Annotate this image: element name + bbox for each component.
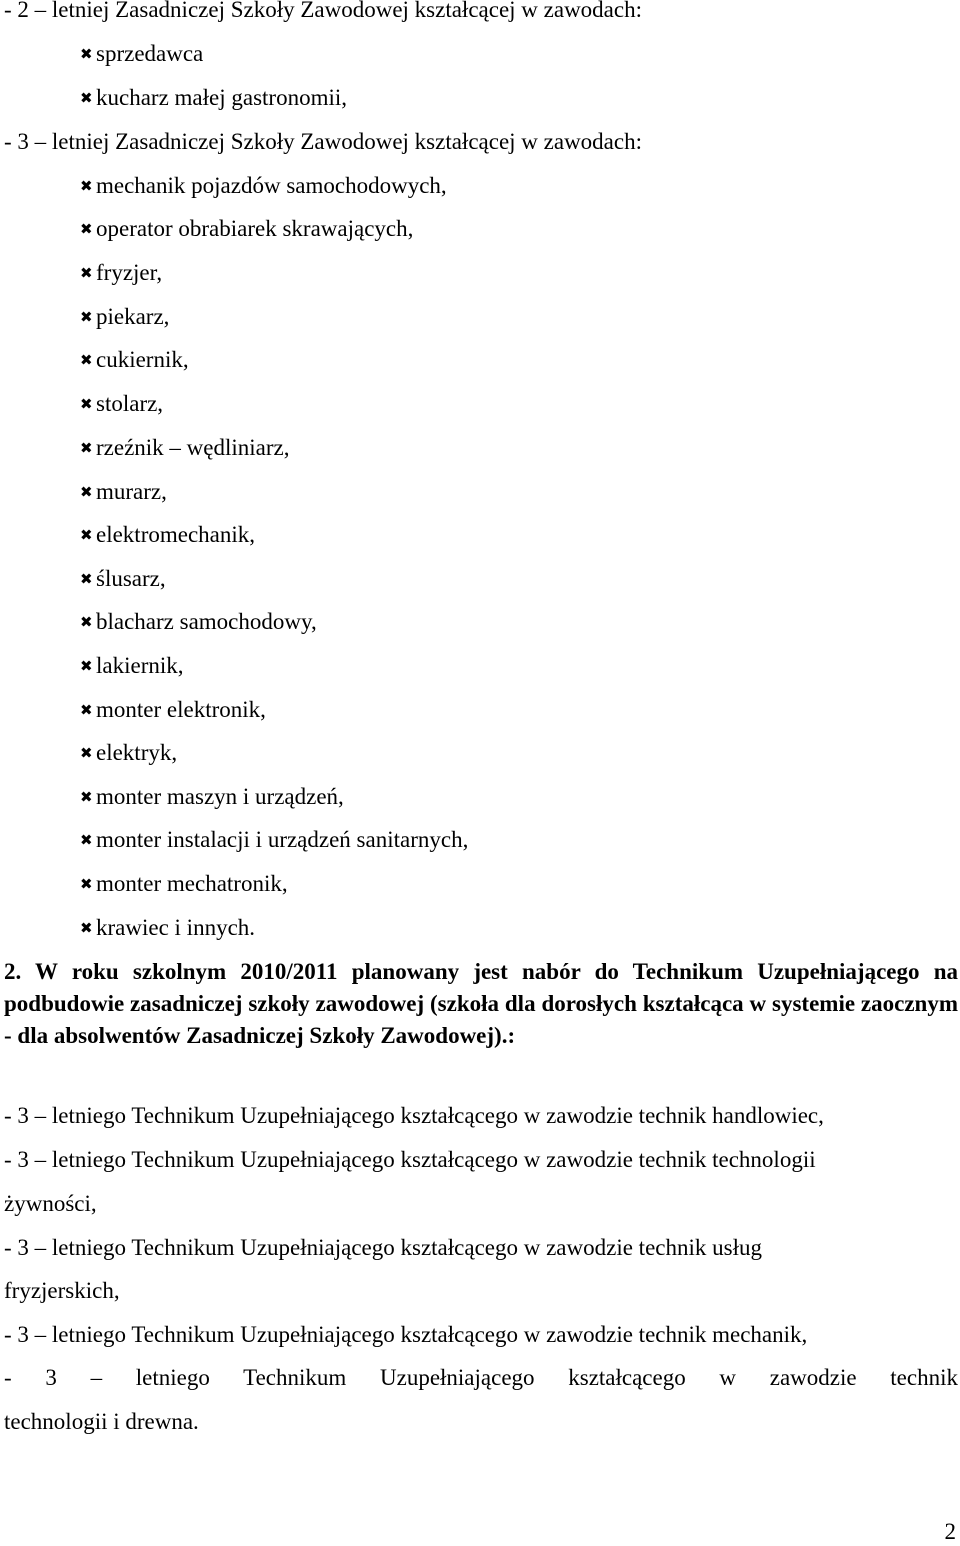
x-bullet-icon: ✖	[80, 308, 93, 326]
technikum-line: - 3 – letniego Technikum Uzupełniającego kształcącego w zawodzie technik handlowiec,	[4, 1103, 824, 1128]
list-item: ✖ sprzedawca	[80, 41, 204, 66]
section-2-paragraph: 2. W roku szkolnym 2010/2011 planowany jest nabór do Technikum Uzupełniającego na podbudowie zasadniczej szkoły zawodowej (szkoła dla dorosłych kształcąca w systemie zaocznym - dla absolwentów Zasadniczej Szkoły Zawodowej).:	[4, 959, 958, 1048]
x-bullet-icon: ✖	[80, 177, 93, 195]
x-bullet-icon: ✖	[80, 744, 93, 762]
x-bullet-icon: ✖	[80, 570, 93, 588]
x-bullet-icon: ✖	[80, 395, 93, 413]
list-item: ✖ murarz,	[80, 479, 167, 504]
list-item: ✖ monter instalacji i urządzeń sanitarnych,	[80, 827, 469, 852]
x-bullet-icon: ✖	[80, 919, 93, 937]
x-bullet-icon: ✖	[80, 875, 93, 893]
list-item: ✖ monter elektronik,	[80, 697, 266, 722]
x-bullet-icon: ✖	[80, 89, 93, 107]
list-item: ✖ mechanik pojazdów samochodowych,	[80, 173, 447, 198]
page-number: 2	[944, 1519, 956, 1544]
list-item: ✖ kucharz małej gastronomii,	[80, 85, 348, 110]
list-item: ✖ stolarz,	[80, 391, 164, 416]
x-bullet-icon: ✖	[80, 351, 93, 369]
list-item: ✖ lakiernik,	[80, 653, 184, 678]
x-bullet-icon: ✖	[80, 613, 93, 631]
list-item: ✖ elektryk,	[80, 740, 178, 765]
list-item: ✖ cukiernik,	[80, 347, 189, 372]
x-bullet-icon: ✖	[80, 264, 93, 282]
technikum-line: - 3 – letniego Technikum Uzupełniającego kształcącego w zawodzie technik usług	[4, 1235, 762, 1260]
x-bullet-icon: ✖	[80, 220, 93, 238]
x-bullet-icon: ✖	[80, 657, 93, 675]
list-item: ✖ blacharz samochodowy,	[80, 609, 317, 634]
technikum-line: - 3 – letniego Technikum Uzupełniającego kształcącego w zawodzie technik mechanik,	[4, 1322, 808, 1347]
x-bullet-icon: ✖	[80, 439, 93, 457]
x-bullet-icon: ✖	[80, 45, 93, 63]
technikum-line: fryzjerskich,	[4, 1278, 120, 1303]
technikum-line: żywności,	[4, 1191, 97, 1216]
second-intro-line: - 3 – letniej Zasadniczej Szkoły Zawodowej kształcącej w zawodach:	[4, 129, 642, 154]
x-bullet-icon: ✖	[80, 831, 93, 849]
x-bullet-icon: ✖	[80, 788, 93, 806]
list-item: ✖ ślusarz,	[80, 566, 166, 591]
list-item: ✖ monter mechatronik,	[80, 871, 288, 896]
list-item: ✖ monter maszyn i urządzeń,	[80, 784, 344, 809]
list-item: ✖ elektromechanik,	[80, 522, 256, 547]
list-item: ✖ rzeźnik – wędliniarz,	[80, 435, 290, 460]
list-item: ✖ fryzjer,	[80, 260, 163, 285]
list-item: ✖ krawiec i innych.	[80, 915, 256, 940]
technikum-line: technologii i drewna.	[4, 1409, 199, 1434]
x-bullet-icon: ✖	[80, 483, 93, 501]
intro-line: - 2 – letniej Zasadniczej Szkoły Zawodowej kształcącej w zawodach:	[4, 0, 642, 22]
x-bullet-icon: ✖	[80, 701, 93, 719]
list-item: ✖ operator obrabiarek skrawających,	[80, 216, 414, 241]
technikum-line: - 3 – letniego Technikum Uzupełniającego kształcącego w zawodzie technik technologii	[4, 1147, 816, 1172]
technikum-line: - 3 – letniego Technikum Uzupełniającego kształcącego w zawodzie technik	[4, 1365, 958, 1390]
x-bullet-icon: ✖	[80, 526, 93, 544]
list-item: ✖ piekarz,	[80, 304, 170, 329]
